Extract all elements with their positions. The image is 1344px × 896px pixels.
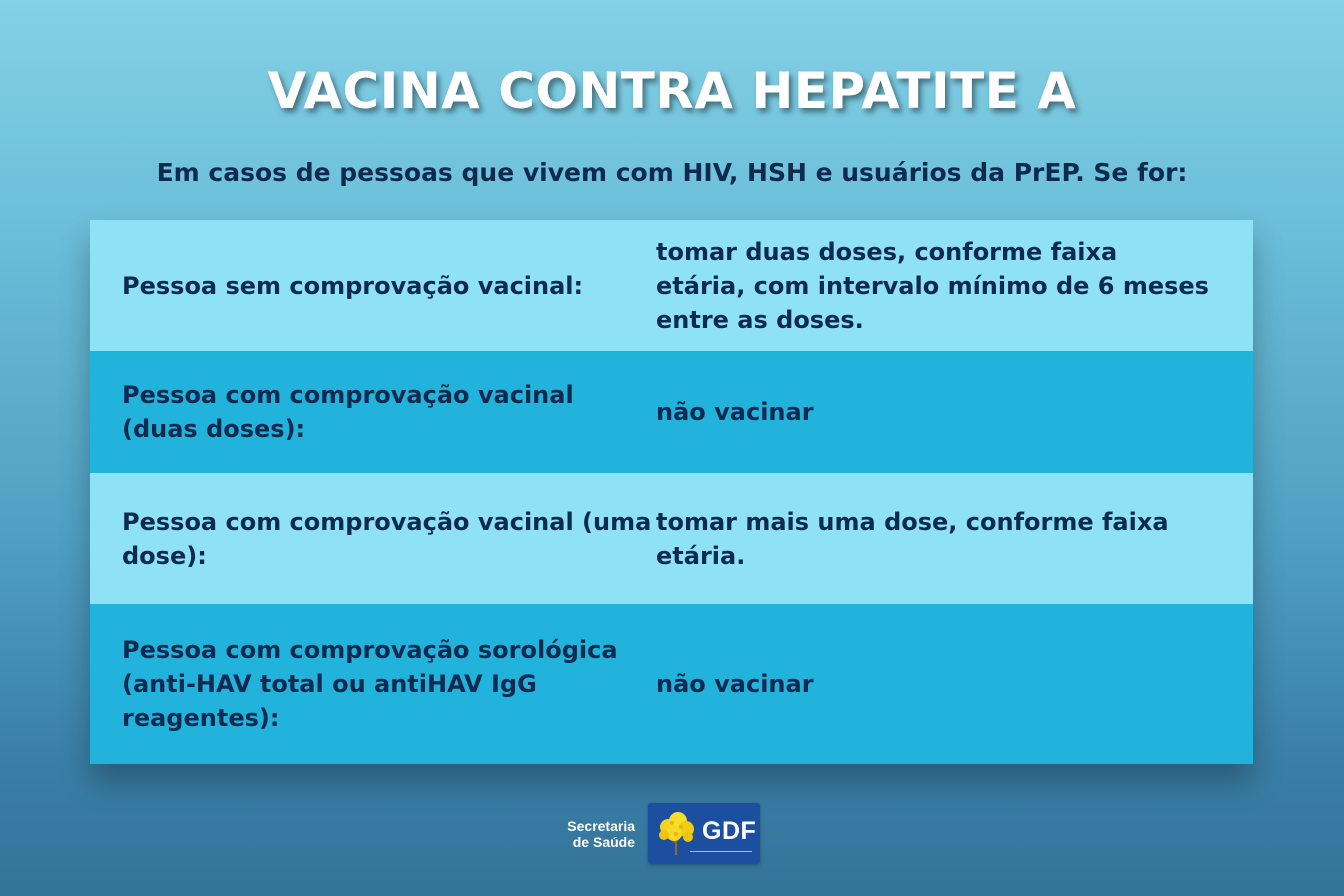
footer-logos <box>559 803 760 864</box>
row-label: Pessoa com comprovação vacinal (duas doses): <box>122 381 574 443</box>
page-subtitle: Em casos de pessoas que vivem com HIV, HSH e usuários da PrEP. Se for: <box>156 158 1188 187</box>
table-row <box>90 604 1253 764</box>
row-value: não vacinar <box>656 398 814 426</box>
row-value: tomar mais uma dose, conforme faixa etária. <box>656 507 1169 570</box>
row-label: Pessoa com comprovação sorológica (anti-HAV total ou antiHAV IgG reagentes): <box>122 636 618 732</box>
table-row <box>90 351 1253 473</box>
logo-underline <box>690 851 752 852</box>
table-row <box>90 220 1253 351</box>
row-value: não vacinar <box>656 670 814 698</box>
vaccination-table <box>90 220 1253 764</box>
row-label: Pessoa sem comprovação vacinal: <box>122 271 584 300</box>
page-title: VACINA CONTRA HEPATITE A <box>267 62 1077 120</box>
row-value: tomar duas doses, conforme faixa etária, com intervalo mínimo de 6 meses entre as doses. <box>656 237 1209 334</box>
table-row <box>90 473 1253 604</box>
gdf-logo-text: GDF <box>702 817 757 845</box>
secretaria-label: Secretaria de Saúde <box>567 817 635 850</box>
row-label: Pessoa com comprovação vacinal (uma dose): <box>122 507 652 570</box>
gdf-logo <box>648 803 760 864</box>
ipe-tree-icon <box>654 809 698 857</box>
